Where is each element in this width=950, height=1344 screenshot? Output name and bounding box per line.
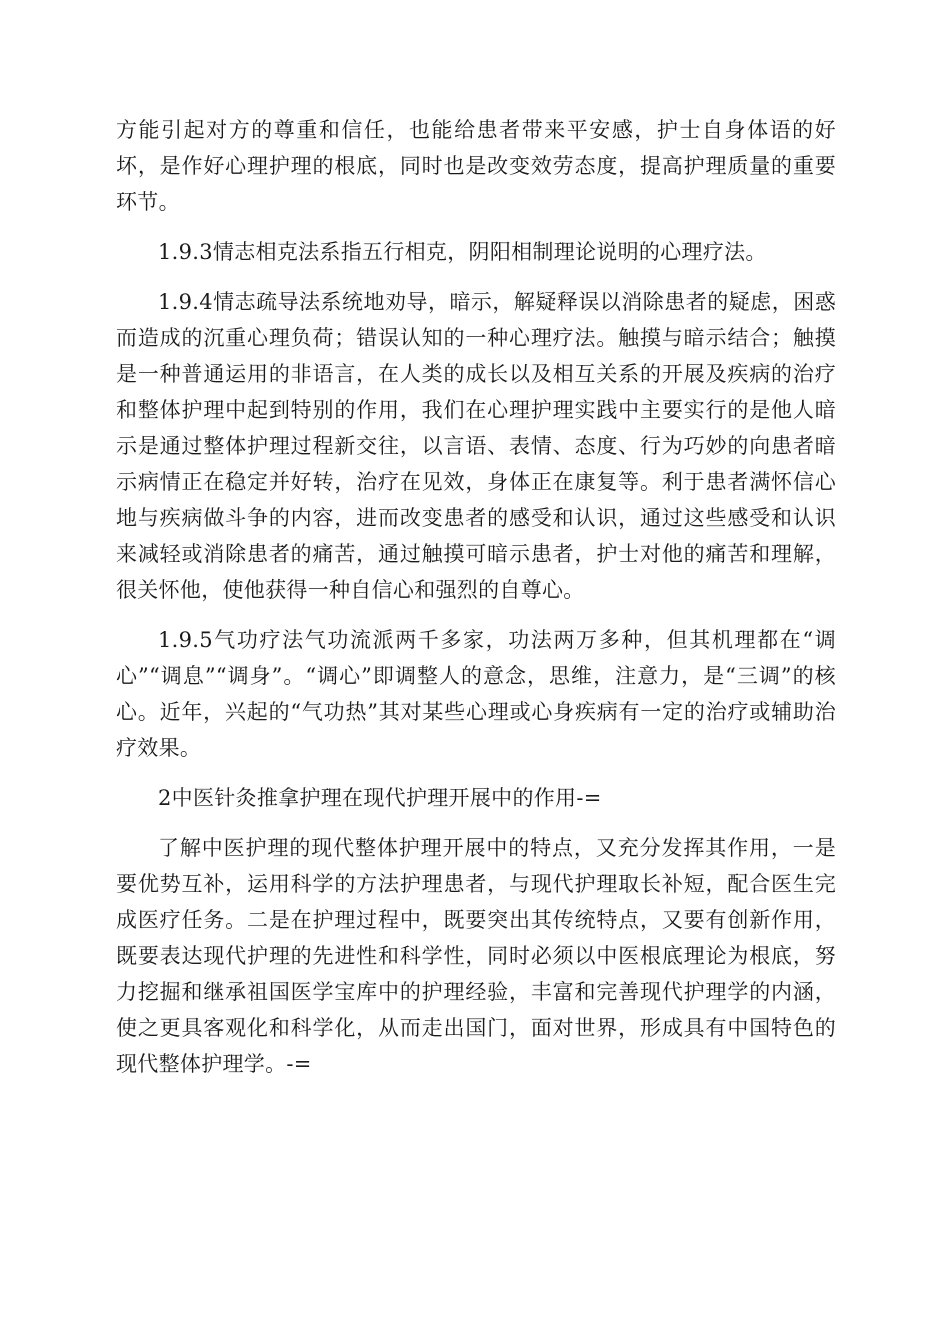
paragraph-section-2-body: 了解中医护理的现代整体护理开展中的特点，又充分发挥其作用，一是要优势互补，运用科学的方法护理患者，与现代护理取长补短，配合医生完成医疗任务。二是在护理过程中，既要突出其传统特点，又要有创新作用，既要表达现代护理的先进性和科学性，同时必须以中医根底理论为根底，努力挖掘和继承祖国医学宝库中的护理经验，丰富和完善现代护理学的内涵，使之更具客观化和科学化，从而走出国门，面对世界，形成具有中国特色的现代整体护理学。-= — [116, 836, 836, 1076]
paragraph-body-continuation: 方能引起对方的尊重和信任，也能给患者带来平安感，护士自身体语的好坏，是作好心理护理的根底，同时也是改变效劳态度，提高护理质量的重要环节。 — [116, 118, 836, 214]
section-heading-2: 2中医针灸推拿护理在现代护理开展中的作用-= — [158, 786, 602, 810]
paragraph-section-1-9-5: 1.9.5气功疗法气功流派两千多家，功法两万多种，但其机理都在“调心”“调息”“调身”。“调心”即调整人的意念，思维，注意力，是“三调”的核心。近年，兴起的“气功热”其对某些心理或心身疾病有一定的治疗或辅助治疗效果。 — [116, 628, 836, 760]
document-page — [116, 112, 836, 1082]
paragraph-section-1-9-3: 1.9.3情志相克法系指五行相克，阴阳相制理论说明的心理疗法。 — [158, 240, 767, 264]
paragraph-section-1-9-4: 1.9.4情志疏导法系统地劝导，暗示，解疑释误以消除患者的疑虑，困惑而造成的沉重心理负荷；错误认知的一种心理疗法。触摸与暗示结合；触摸是一种普通运用的非语言，在人类的成长以及相互关系的开展及疾病的治疗和整体护理中起到特别的作用，我们在心理护理实践中主要实行的是他人暗示是通过整体护理过程新交往，以言语、表情、态度、行为巧妙的向患者暗示病情正在稳定并好转，治疗在见效，身体正在康复等。利于患者满怀信心地与疾病做斗争的内容，进而改变患者的感受和认识，通过这些感受和认识来减轻或消除患者的痛苦，通过触摸可暗示患者，护士对他的痛苦和理解，很关怀他，使他获得一种自信心和强烈的自尊心。 — [116, 290, 836, 602]
